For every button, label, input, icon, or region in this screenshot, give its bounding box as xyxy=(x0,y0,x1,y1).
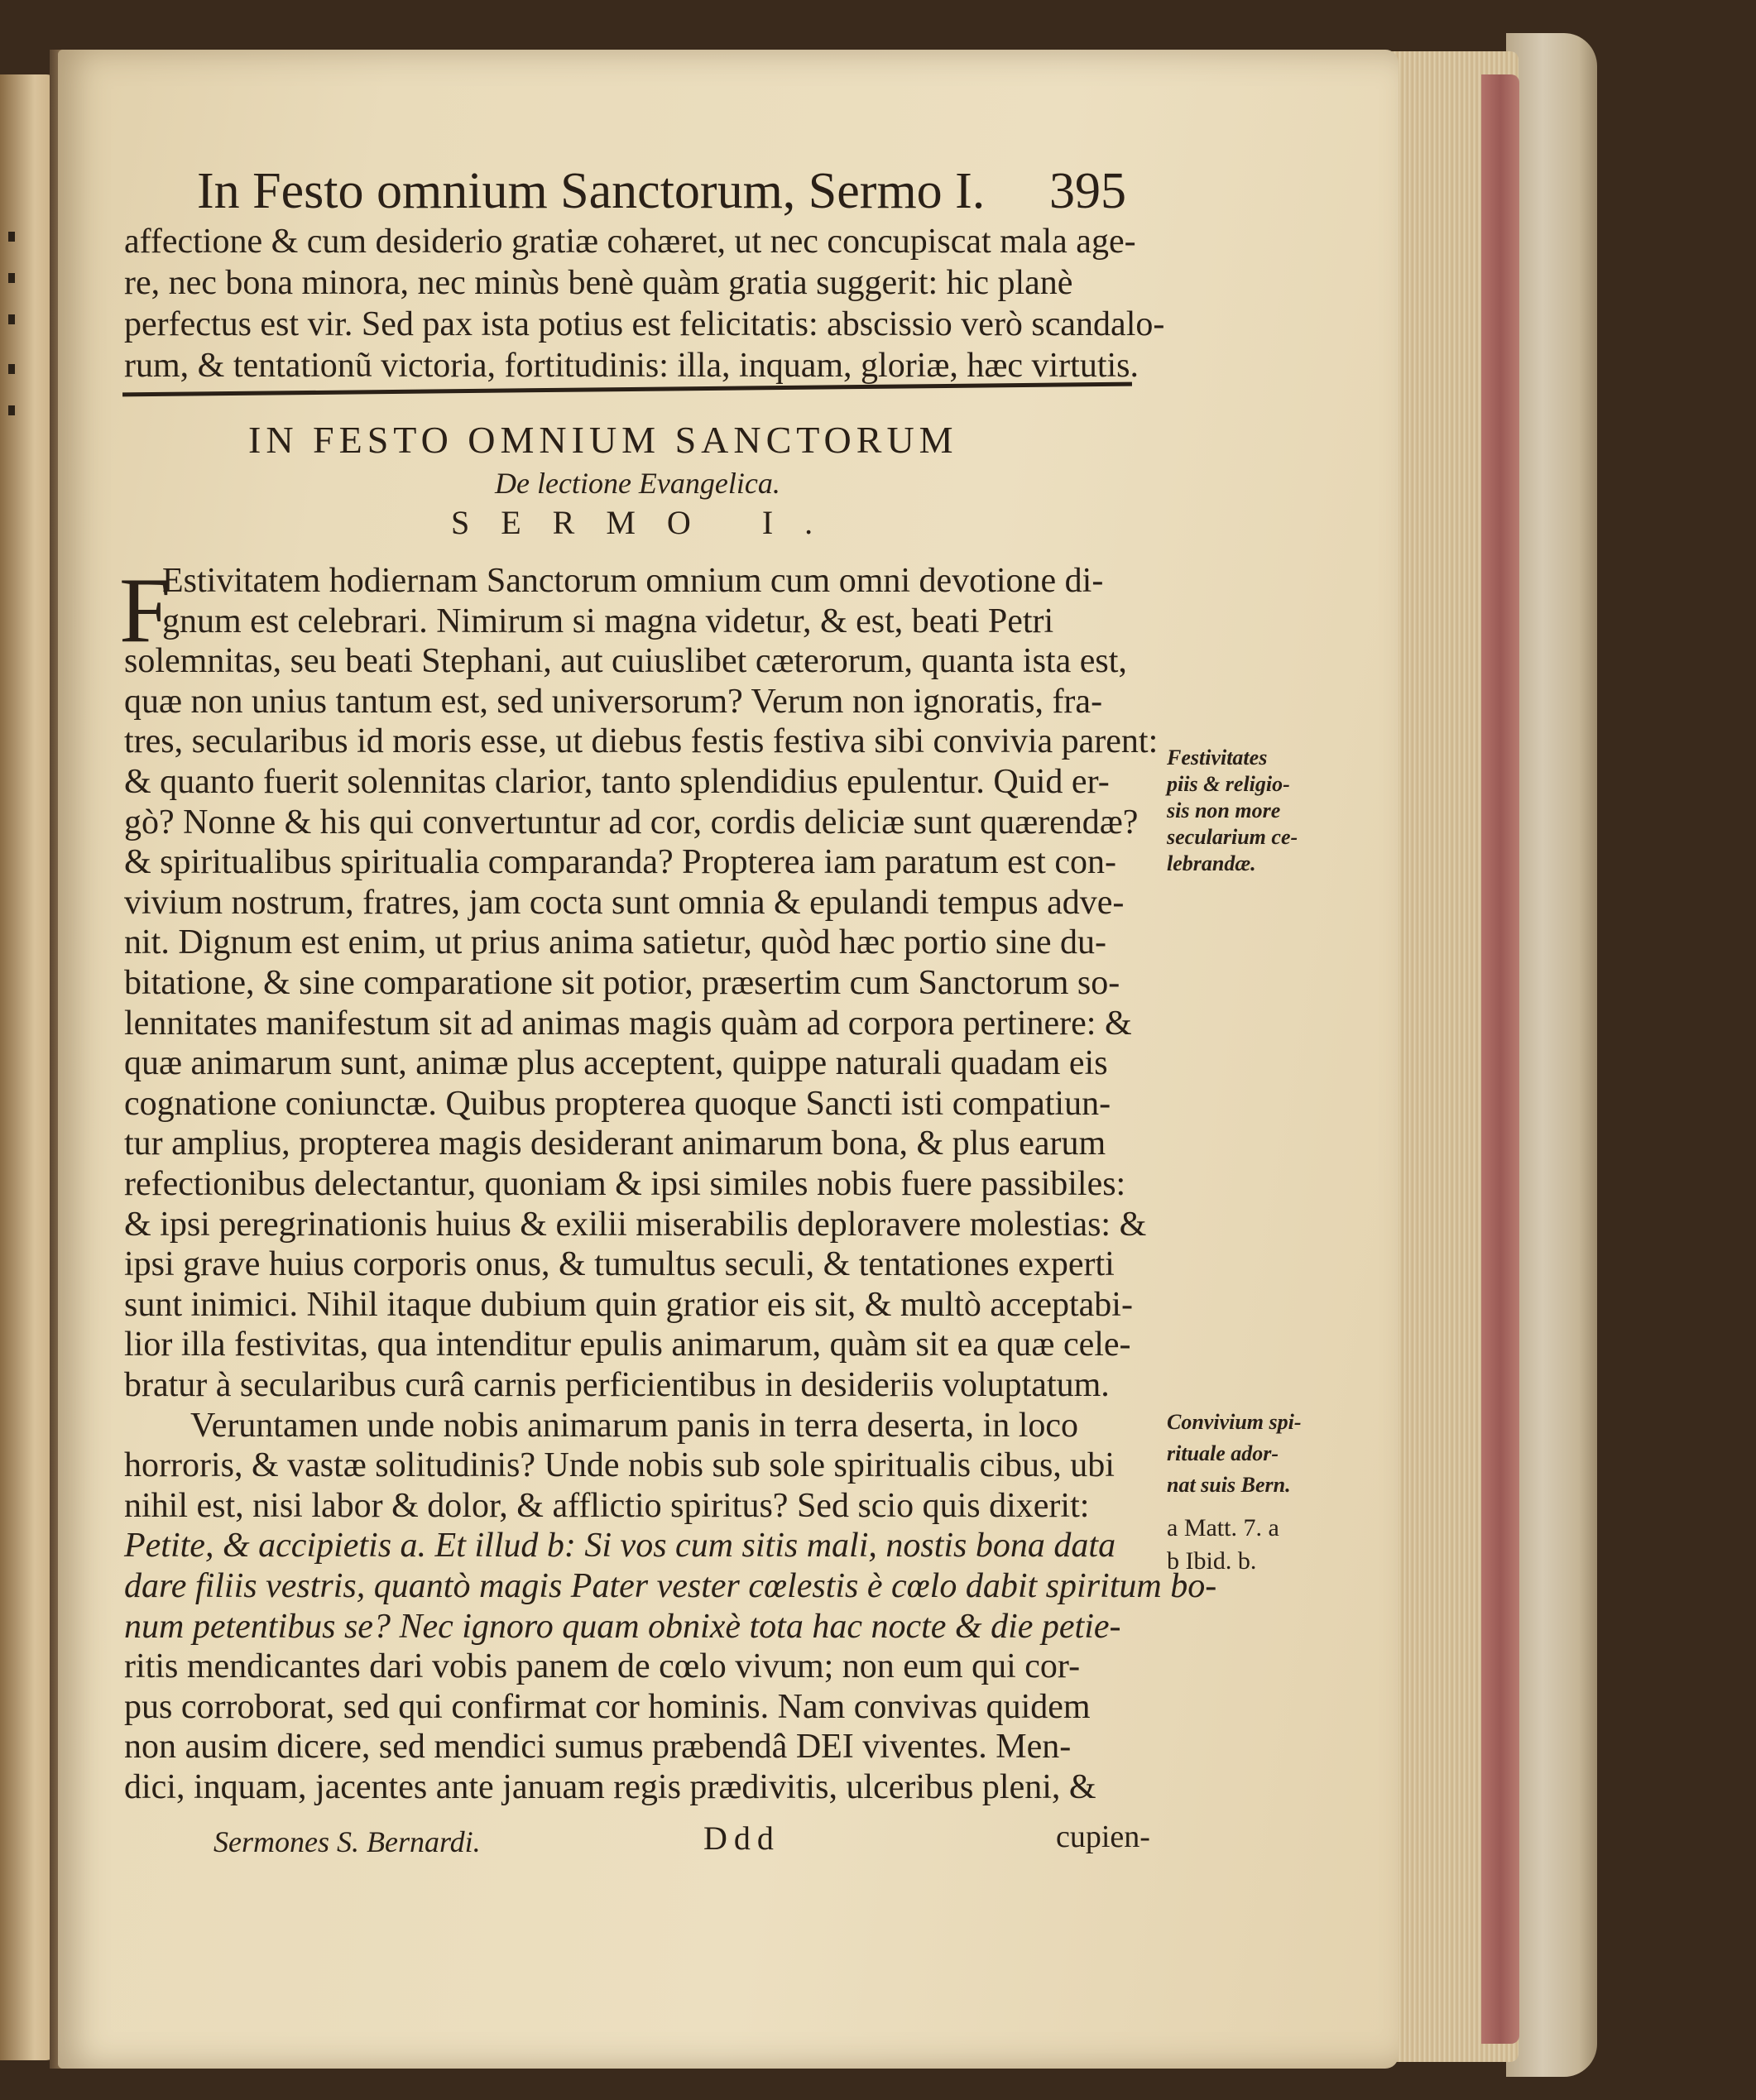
body-line: & spiritualibus spiritualia comparanda? Propterea iam paratum est con- xyxy=(124,843,1116,882)
body-line: bitatione, & sine comparatione sit potior, præsertim cum Sanctorum so- xyxy=(124,964,1120,1002)
body-line: gò? Nonne & his qui convertuntur ad cor, cordis deliciæ sunt quærendæ? xyxy=(124,803,1139,841)
body-line: Veruntamen unde nobis animarum panis in terra deserta, in loco xyxy=(190,1406,1079,1445)
intro-line: perfectus est vir. Sed pax ista potius est felicitatis: abscissio verò scandalo- xyxy=(124,305,1165,343)
intro-line: rum, & tentationũ victoria, fortitudinis: illa, inquam, gloriæ, hæc virtutis. xyxy=(124,347,1139,385)
margin-note-line: piis & religio- xyxy=(1167,772,1290,796)
body-line: quæ animarum sunt, animæ plus acceptent, quippe naturali quadam eis xyxy=(124,1044,1108,1083)
body-line: solemnitas, seu beati Stephani, aut cuiuslibet cæterorum, quanta ista est, xyxy=(124,642,1127,681)
sermo-heading: SERMO I. xyxy=(451,504,845,541)
margin-note-convivium xyxy=(1167,1407,1302,1501)
margin-note-line: Festivitates xyxy=(1167,746,1268,770)
footer-title: Sermones S. Bernardi. xyxy=(214,1825,481,1858)
body-line: sunt inimici. Nihil itaque dubium quin gratior eis sit, & multò acceptabi- xyxy=(124,1285,1133,1324)
body-line: dici, inquam, jacentes ante januam regis prædivitis, ulceribus pleni, & xyxy=(124,1768,1096,1806)
body-line: pus corroborat, sed qui confirmat cor hominis. Nam convivas quidem xyxy=(124,1687,1091,1726)
margin-note-line: nat suis Bern. xyxy=(1167,1473,1291,1497)
body-line: Estivitatem hodiernam Sanctorum omnium cum omni devotione di- xyxy=(162,562,1104,600)
section-title: IN FESTO OMNIUM SANCTORUM xyxy=(248,419,958,461)
body-line: ipsi grave huius corporis onus, & tumultus seculi, & tentationes experti xyxy=(124,1245,1115,1284)
drop-cap: F xyxy=(119,559,171,662)
body-line: horroris, & vastæ solitudinis? Unde nobis sub sole spiritualis cibus, ubi xyxy=(124,1446,1115,1485)
signature-mark: Ddd xyxy=(703,1820,780,1857)
body-line: & quanto fuerit solennitas clarior, tanto splendidius epulentur. Quid er- xyxy=(124,763,1110,801)
running-title: In Festo omnium Sanctorum, Sermo I. xyxy=(197,163,986,219)
red-page-edge xyxy=(1481,74,1519,2044)
body-line: vivium nostrum, fratres, jam cocta sunt omnia & epulandi tempus adve- xyxy=(124,883,1125,922)
body-line: num petentibus se? Nec ignoro quam obnixè tota hac nocte & die petie- xyxy=(124,1607,1121,1646)
body-line: refectionibus delectantur, quoniam & ipsi similes nobis fuere passibiles: xyxy=(124,1165,1126,1203)
body-line: dare filiis vestris, quantò magis Pater vester cœlestis è cœlo dabit spiritum bo- xyxy=(124,1567,1217,1605)
section-subtitle: De lectione Evangelica. xyxy=(495,467,780,500)
page-number: 395 xyxy=(1049,163,1126,219)
intro-line: affectione & cum desiderio gratiæ cohæret, ut nec concupiscat mala age- xyxy=(124,223,1136,261)
book-cover xyxy=(1506,33,1597,2077)
body-line: tur amplius, propterea magis desiderant animarum bona, & plus earum xyxy=(124,1124,1106,1163)
catchword: cupien- xyxy=(1056,1820,1150,1854)
reference-a: a Matt. 7. a xyxy=(1167,1514,1279,1541)
margin-note-line: rituale ador- xyxy=(1167,1441,1279,1465)
body-line: lennitates manifestum sit ad animas magis quàm ad corpora pertinere: & xyxy=(124,1004,1132,1043)
body-line: lior illa festivitas, qua intenditur epulis animarum, quàm sit ea quæ cele- xyxy=(124,1326,1131,1364)
margin-note-line: secularium ce- xyxy=(1167,825,1298,849)
body-line: Petite, & accipietis a. Et illud b: Si vos cum sitis mali, nostis bona data xyxy=(124,1527,1116,1565)
body-line: cognatione coniunctæ. Quibus propterea quoque Sancti isti compatiun- xyxy=(124,1084,1111,1123)
body-line: nit. Dignum est enim, ut prius anima satietur, quòd hæc portio sine du- xyxy=(124,923,1106,962)
margin-note-festivitates xyxy=(1167,745,1298,877)
body-line: gnum est celebrari. Nimirum si magna videtur, & est, beati Petri xyxy=(162,602,1054,640)
margin-note-line: lebrandæ. xyxy=(1167,851,1256,875)
body-line: & ipsi peregrinationis huius & exilii miserabilis deploravere molestias: & xyxy=(124,1205,1147,1244)
body-line: nihil est, nisi labor & dolor, & afflictio spiritus? Sed scio quis dixerit: xyxy=(124,1486,1090,1525)
body-line: ritis mendicantes dari vobis panem de cœlo vivum; non eum qui cor- xyxy=(124,1647,1081,1686)
margin-note-line: Convivium spi- xyxy=(1167,1410,1302,1434)
reference-b: b Ibid. b. xyxy=(1167,1547,1257,1575)
body-line: quæ non unius tantum est, sed universorum? Verum non ignoratis, fra- xyxy=(124,682,1103,721)
body-line: non ausim dicere, sed mendici sumus præbendâ DEI viventes. Men- xyxy=(124,1728,1072,1767)
intro-line: re, nec bona minora, nec minùs benè quàm gratia suggerit: hic planè xyxy=(124,264,1073,302)
margin-note-line: sis non more xyxy=(1167,798,1281,822)
body-line: bratur à secularibus curâ carnis perficientibus in desideriis voluptatum. xyxy=(124,1366,1110,1404)
body-line: tres, secularibus id moris esse, ut diebus festis festiva sibi convivia parent: xyxy=(124,722,1159,761)
